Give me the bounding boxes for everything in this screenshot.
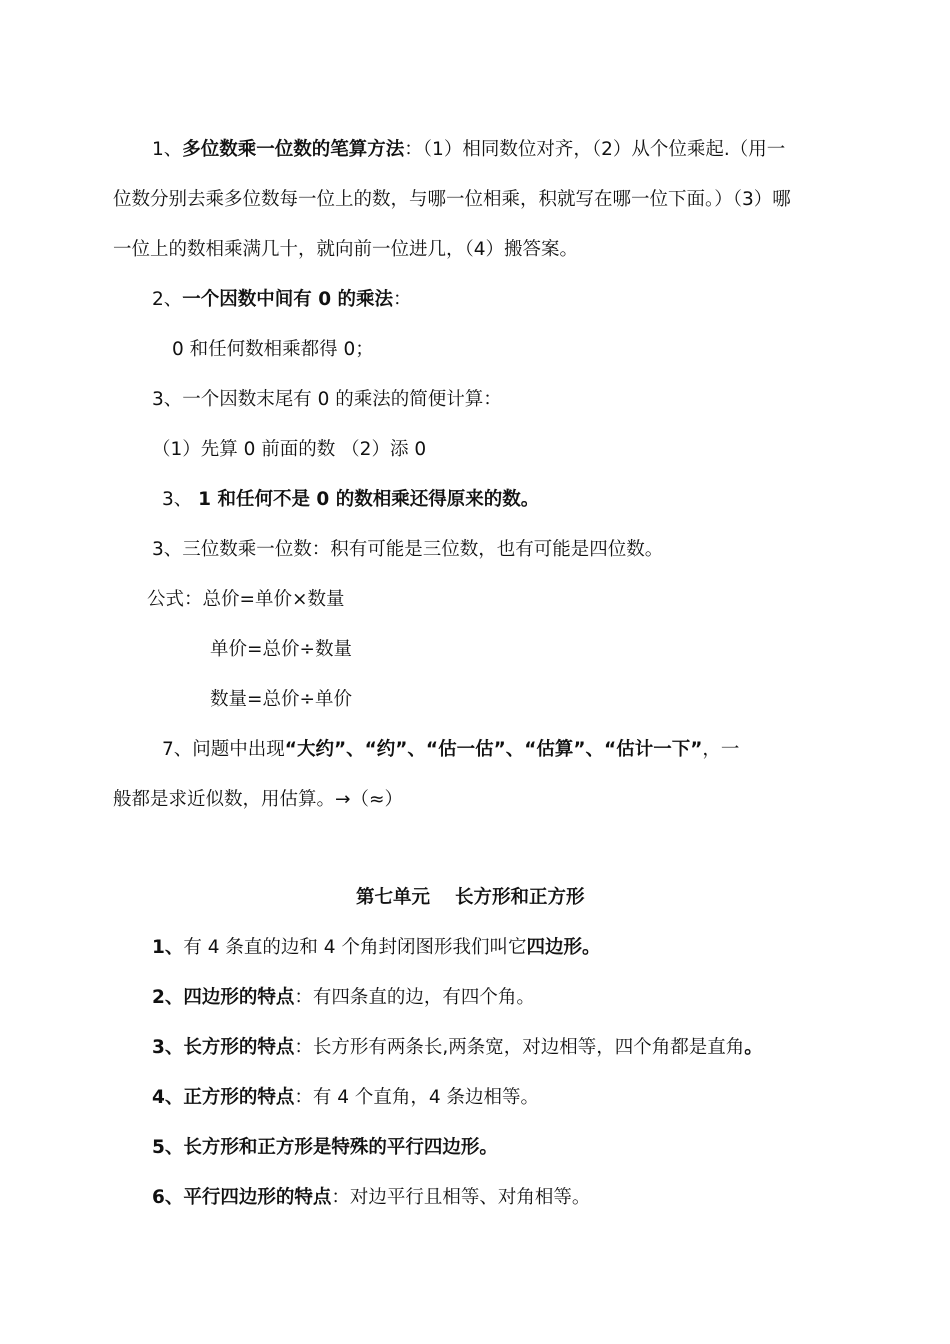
item-keyword: 四边形。: [526, 937, 601, 958]
item-one-times: [162, 487, 539, 513]
text-line: 位数分别去乘多位数每一位上的数，与哪一位相乘，积就写在哪一位下面。）（3）哪: [113, 189, 791, 210]
item-zero-middle: [152, 287, 412, 313]
item-heading: 3、长方形的特点: [152, 1037, 295, 1058]
text-line: （1）先算 0 前面的数 （2）添 0: [152, 439, 427, 460]
item-heading: 4、正方形的特点: [152, 1087, 295, 1108]
item-punct: 。: [744, 1037, 763, 1058]
item-text: ：: [393, 289, 412, 310]
item-keywords: “大约”、“约”、“估一估”、“估算”、“估计一下”: [284, 739, 703, 760]
item-text: ：（1）相同数位对齐，（2）从个位乘起.（用一: [404, 139, 786, 160]
item-heading: 1 和任何不是 0 的数相乘还得原来的数。: [198, 489, 540, 510]
item-estimation: [162, 737, 739, 763]
item-text: 有 4 条直的边和 4 个角封闭图形我们叫它: [183, 937, 527, 958]
formula-line: 公式：总价=单价×数量: [147, 589, 345, 610]
item-heading: 多位数乘一位数的笔算方法: [182, 139, 405, 160]
item-square-features: [152, 1085, 539, 1111]
text-line: 0 和任何数相乘都得 0；: [172, 339, 374, 360]
item-text: 7、问题中出现: [162, 739, 285, 760]
item-text: ，一: [702, 739, 740, 760]
item-quadrilateral: [152, 935, 600, 961]
text-line: 3、一个因数末尾有 0 的乘法的简便计算：: [152, 389, 502, 410]
item-number: 2、: [152, 289, 183, 310]
text-line: 一位上的数相乘满几十，就向前一位进几，（4）搬答案。: [113, 239, 579, 260]
item-number: 3、: [162, 489, 193, 510]
formula-line: 数量=总价÷单价: [210, 689, 353, 710]
section-title: 第七单元 长方形和正方形: [356, 887, 585, 908]
item-number: 1、: [152, 139, 183, 160]
item-heading: 2、四边形的特点: [152, 987, 295, 1008]
item-multi-digit-method: [152, 137, 785, 163]
item-number: 1、: [152, 937, 184, 958]
formula-line: 单价=总价÷数量: [210, 639, 353, 660]
item-text: ：有四条直的边，有四个角。: [294, 987, 535, 1008]
item-heading: 6、平行四边形的特点: [152, 1187, 332, 1208]
item-text: ：有 4 个直角，4 条边相等。: [294, 1087, 540, 1108]
item-special-parallelogram: 5、长方形和正方形是特殊的平行四边形。: [152, 1137, 498, 1158]
text-line: 般都是求近似数，用估算。→（≈）: [113, 789, 404, 810]
item-parallelogram-features: [152, 1185, 590, 1211]
item-heading: 一个因数中间有 0 的乘法: [182, 289, 394, 310]
item-quadrilateral-features: [152, 985, 535, 1011]
text-line: 3、三位数乘一位数：积有可能是三位数，也有可能是四位数。: [152, 539, 664, 560]
item-rectangle-features: [152, 1035, 763, 1061]
item-text: ：长方形有两条长,两条宽，对边相等，四个角都是直角: [294, 1037, 745, 1058]
item-text: ：对边平行且相等、对角相等。: [331, 1187, 591, 1208]
